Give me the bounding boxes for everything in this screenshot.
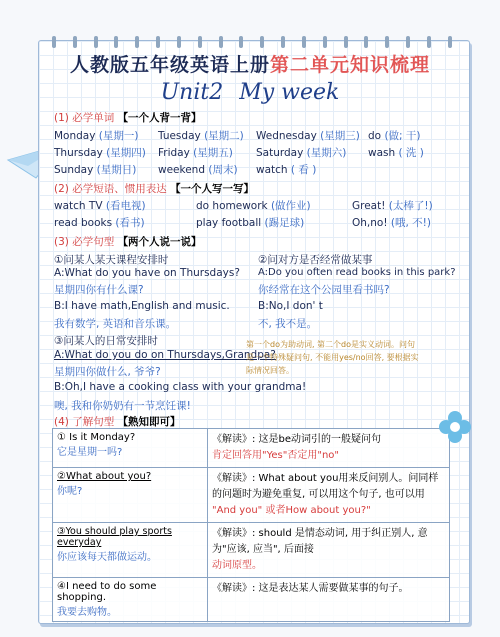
section3-header <box>54 234 202 249</box>
row-exp: 《解读》: What about you用来反问别人。问同样的问题时为避免重复, 可以用这个句子, 也可以用 <box>212 473 439 500</box>
phrase-item: play football (踢足球) <box>196 217 305 229</box>
phrase-item: do homework (做作业) <box>196 200 311 212</box>
word-item: Tuesday (星期二) <box>158 130 244 142</box>
word-item: Thursday (星期四) <box>54 147 146 159</box>
unit-code: Unit2 <box>160 80 224 105</box>
table-row <box>53 523 450 578</box>
table-row <box>53 578 450 622</box>
q3-a: A:What do you do on Thursdays,Grandpa? <box>54 349 276 361</box>
section4-title: (4) 了解句型 <box>54 416 115 428</box>
section2-title: (2) 必学短语、惯用表达 <box>54 183 167 195</box>
word-item: watch ( 看 ) <box>256 164 317 176</box>
section1-tag: 【一个人背一背】 <box>117 112 202 124</box>
q2-a: A:Do you often read books in this park? <box>258 267 456 278</box>
sentence-table <box>52 428 450 622</box>
q2-title: ②问对方是否经常做某事 <box>258 254 373 266</box>
q3-b: B:Oh,I have a cooking class with your grandma! <box>54 381 307 393</box>
row-cn: 你应该每天都做运动。 <box>57 552 157 563</box>
section4-header <box>54 414 181 429</box>
q3-b-cn: 噢, 我和你奶奶有一节烹饪课! <box>54 400 191 412</box>
unit-heading <box>0 80 500 105</box>
row-exp: 《解读》: 这是be动词引的一般疑问句 <box>212 434 382 445</box>
section2-header <box>54 181 254 196</box>
unit-name: My week <box>239 80 340 105</box>
q1-b: B:I have math,English and music. <box>54 300 230 312</box>
word-item: Saturday (星期六) <box>256 147 347 159</box>
section3-title: (3) 必学句型 <box>54 236 115 248</box>
row-cn: 它是星期一吗? <box>57 447 123 458</box>
row-en: ① Is it Monday? <box>57 432 136 443</box>
word-item: Sunday (星期日) <box>54 164 137 176</box>
q1-a-cn: 星期四你有什么课? <box>54 284 144 296</box>
row-exp-highlight: 动词原型。 <box>212 560 262 571</box>
q3-title: ③问某人的日常安排时 <box>54 335 158 347</box>
binder-rings <box>52 36 452 48</box>
row-exp: 《解读》: 这是表达某人需要做某事的句子。 <box>212 583 409 594</box>
row-en: ④I need to do some shopping. <box>57 581 157 603</box>
row-cn: 我要去购物。 <box>57 607 117 618</box>
q1-b-cn: 我有数学, 英语和音乐课。 <box>54 318 177 330</box>
table-row <box>53 468 450 523</box>
section1-title: (1) 必学单词 <box>54 112 115 124</box>
phrase-item: watch TV (看电视) <box>54 200 146 212</box>
section2-tag: 【一个人写一写】 <box>170 183 255 195</box>
phrase-item: Great! (太棒了!) <box>352 200 433 212</box>
section1-header <box>54 110 202 125</box>
title-part2: 第二单元知识梳理 <box>270 54 431 76</box>
title-part1: 人教版五年级英语上册 <box>69 54 270 76</box>
q2-a-cn: 你经常在这个公园里看书吗? <box>258 284 390 296</box>
word-item: Friday (星期五) <box>158 147 233 159</box>
page-title <box>0 50 500 77</box>
row-exp-highlight: 肯定回答用"Yes"否定用"no" <box>212 450 339 461</box>
section4-tag: 【熟知即可】 <box>117 416 181 428</box>
q2-b-cn: 不, 我不是。 <box>258 318 318 330</box>
word-item: Wednesday (星期三) <box>256 130 360 142</box>
row-cn: 你呢? <box>57 486 83 497</box>
phrase-item: read books (看书) <box>54 217 145 229</box>
grammar-note: 第一个do为助动词, 第二个do是实义动词。问句是一个特殊疑问句, 不能用yes/no回答, 要根据实际情况回答。 <box>246 340 419 375</box>
word-item: weekend (周末) <box>158 164 238 176</box>
row-exp-highlight: "And you" 或者How about you?" <box>212 505 371 516</box>
word-item: wash ( 洗 ) <box>368 147 424 159</box>
phrase-item: Oh,no! (哦, 不!) <box>352 217 431 229</box>
section3-tag: 【两个人说一说】 <box>117 236 202 248</box>
q3-a-cn: 星期四你做什么, 爷爷? <box>54 366 161 378</box>
table-row <box>53 429 450 468</box>
row-en: ②What about you? <box>57 471 152 482</box>
word-item: do (做; 干) <box>368 130 421 142</box>
row-exp: 《解读》: should 是情态动词, 用于纠正别人, 意为"应该, 应当", 后面接 <box>212 528 428 555</box>
q2-b: B:No,I don' t <box>258 300 323 312</box>
word-item: Monday (星期一) <box>54 130 139 142</box>
q1-a: A:What do you have on Thursdays? <box>54 267 240 279</box>
row-en: ③You should play sports everyday <box>57 526 172 548</box>
q1-title: ①问某人某天课程安排时 <box>54 254 169 266</box>
flower-icon <box>438 410 472 444</box>
